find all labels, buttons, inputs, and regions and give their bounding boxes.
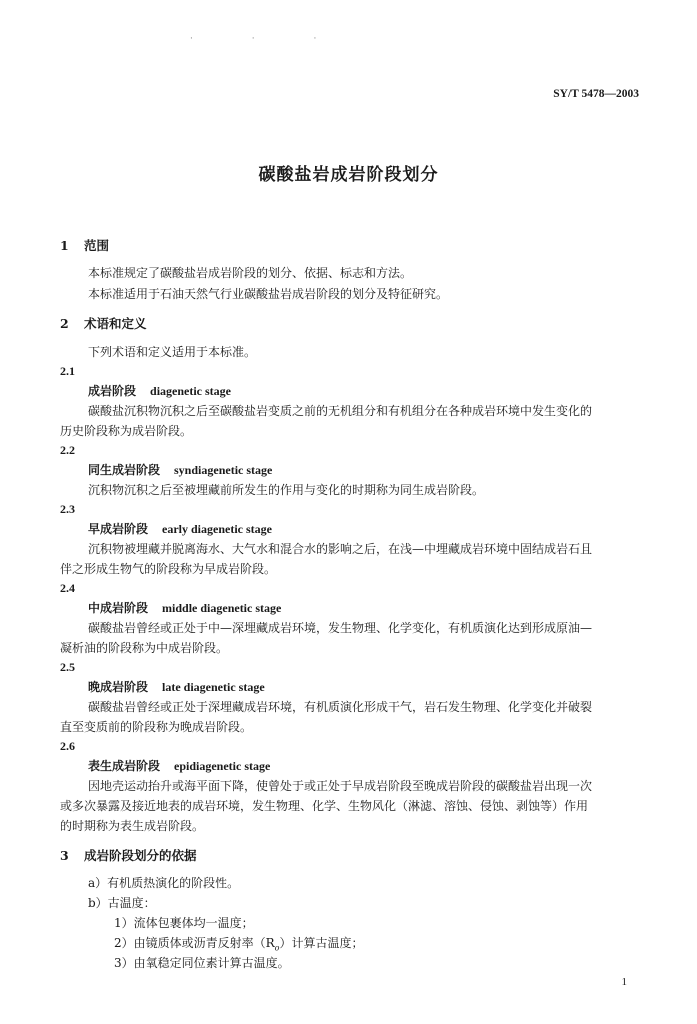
- definition-line: 沉积物沉积之后至被埋藏前所发生的作用与变化的时期称为同生成岩阶段。: [88, 483, 485, 497]
- section-number: 2: [60, 316, 69, 331]
- definition-line: 碳酸盐岩曾经或正处于深埋藏成岩环境，有机质演化形成干气，岩石发生物理、化学变化并破裂: [88, 700, 593, 714]
- scan-artifact: · · ·: [190, 34, 345, 44]
- section-title: 成岩阶段划分的依据: [84, 848, 197, 863]
- term-zh: 晚成岩阶段: [88, 680, 149, 694]
- paragraph: 下列术语和定义适用于本标准。: [88, 345, 257, 359]
- definition-line: 的时期称为表生成岩阶段。: [60, 819, 205, 833]
- sub-list-item: 3）由氧稳定同位素计算古温度。: [114, 956, 290, 970]
- section-2-heading: [60, 314, 147, 332]
- document-title: 碳酸盐岩成岩阶段划分: [258, 165, 439, 185]
- list-item: a）有机质热演化的阶段性。: [88, 876, 240, 890]
- paragraph: 本标准规定了碳酸盐岩成岩阶段的划分、依据、标志和方法。: [88, 266, 413, 280]
- sub-list-item: 1）流体包裹体均一温度；: [114, 916, 254, 930]
- term-zh: 中成岩阶段: [88, 601, 149, 615]
- definition-line: 或多次暴露及接近地表的成岩环境，发生物理、化学、生物风化（淋滤、溶蚀、侵蚀、剥蚀等）作用: [60, 799, 589, 813]
- term-en: late diagenetic stage: [162, 680, 265, 694]
- clause-number: 2.6: [60, 739, 75, 753]
- section-number: 1: [60, 238, 69, 253]
- subscript: o: [274, 943, 280, 953]
- clause-number: 2.2: [60, 443, 75, 457]
- term-en: epidiagenetic stage: [174, 759, 271, 773]
- term-heading: [88, 382, 231, 399]
- term-zh: 同生成岩阶段: [88, 463, 161, 477]
- sub-list-item: [114, 934, 364, 952]
- section-title: 术语和定义: [84, 316, 147, 331]
- term-en: middle diagenetic stage: [162, 601, 282, 615]
- section-title: 范围: [84, 238, 110, 253]
- section-1-heading: [60, 236, 109, 254]
- sub-list-text-tail: ）计算古温度；: [279, 936, 364, 950]
- definition-line: 碳酸盐沉积物沉积之后至碳酸盐岩变质之前的无机组分和有机组分在各种成岩环境中发生变化的: [88, 404, 593, 418]
- definition-line: 历史阶段称为成岩阶段。: [60, 424, 193, 438]
- clause-number: 2.4: [60, 581, 75, 595]
- standard-number: SY/T 5478—2003: [553, 88, 639, 100]
- term-en: diagenetic stage: [150, 384, 231, 398]
- term-zh: 表生成岩阶段: [88, 759, 161, 773]
- definition-line: 因地壳运动抬升或海平面下降，使曾处于或正处于早成岩阶段至晚成岩阶段的碳酸盐岩出现一次: [88, 779, 593, 793]
- term-heading: [88, 678, 265, 695]
- clause-number: 2.1: [60, 364, 75, 378]
- term-en: syndiagenetic stage: [174, 463, 273, 477]
- term-zh: 成岩阶段: [88, 384, 137, 398]
- term-en: early diagenetic stage: [162, 522, 272, 536]
- section-3-heading: [60, 846, 197, 864]
- definition-line: 伴之形成生物气的阶段称为早成岩阶段。: [60, 562, 277, 576]
- sub-list-text: 2）由镜质体或沥青反射率（R: [114, 936, 275, 950]
- term-heading: [88, 461, 272, 478]
- clause-number: 2.3: [60, 502, 75, 516]
- clause-number: 2.5: [60, 660, 75, 674]
- definition-line: 沉积物被埋藏并脱离海水、大气水和混合水的影响之后，在浅—中埋藏成岩环境中固结成岩石且: [88, 542, 593, 556]
- term-heading: [88, 757, 270, 774]
- term-heading: [88, 520, 272, 537]
- term-heading: [88, 599, 281, 616]
- section-number: 3: [60, 848, 69, 863]
- page-number: 1: [621, 976, 627, 988]
- definition-line: 碳酸盐岩曾经或正处于中—深埋藏成岩环境，发生物理、化学变化，有机质演化达到形成原油—: [88, 621, 593, 635]
- paragraph: 本标准适用于石油天然气行业碳酸盐岩成岩阶段的划分及特征研究。: [88, 287, 449, 301]
- definition-line: 直至变质前的阶段称为晚成岩阶段。: [60, 720, 253, 734]
- term-zh: 早成岩阶段: [88, 522, 149, 536]
- definition-line: 凝析油的阶段称为中成岩阶段。: [60, 641, 229, 655]
- list-item: b）古温度：: [88, 896, 156, 910]
